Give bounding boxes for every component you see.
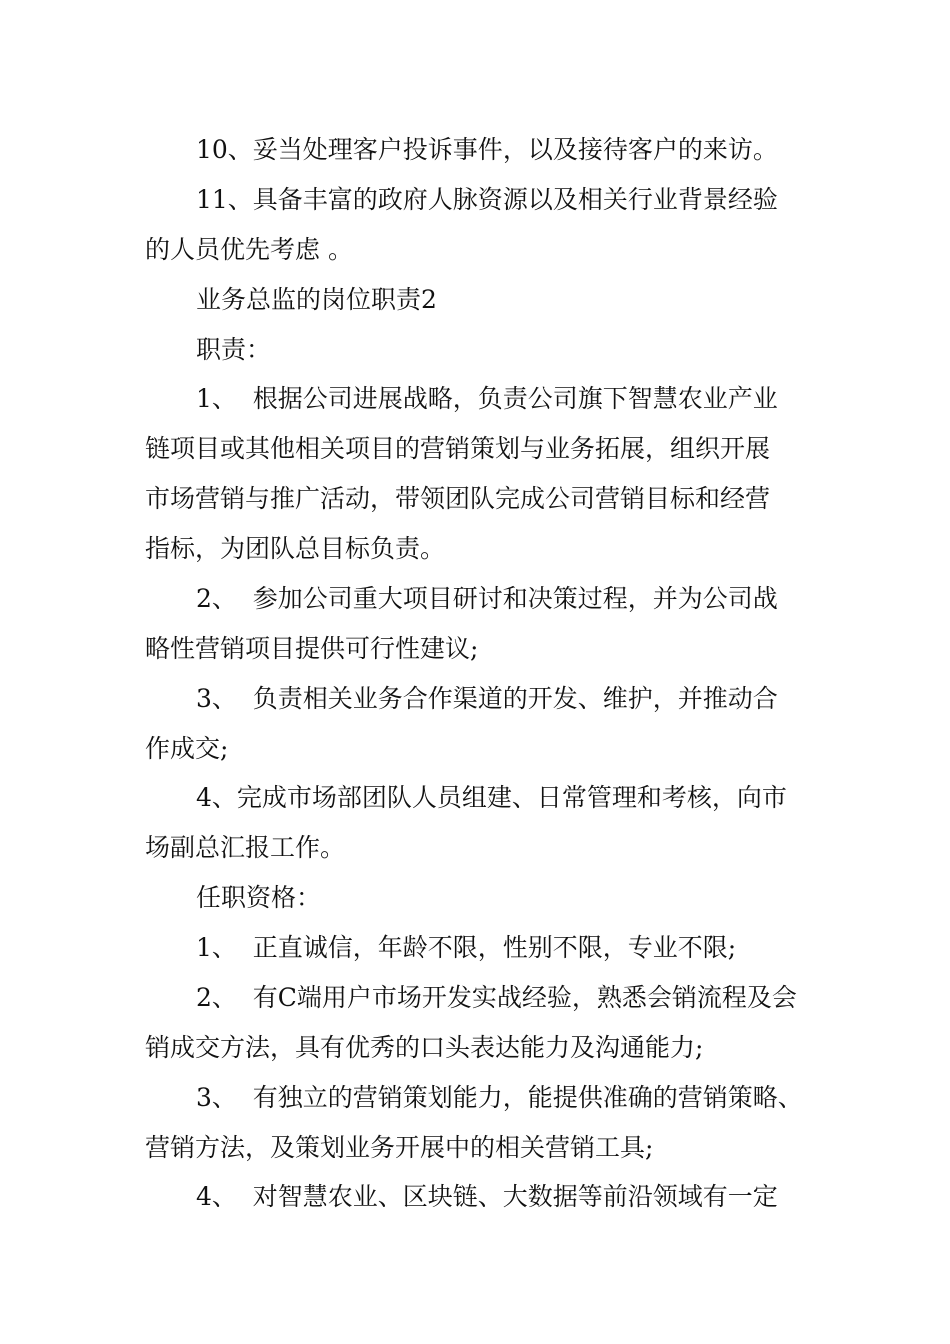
text-line: 指标，为团队总目标负责。 (145, 534, 446, 563)
text-line: 4、 对智慧农业、区块链、大数据等前沿领域有一定 (196, 1182, 778, 1211)
text-line: 场副总汇报工作。 (145, 833, 346, 862)
text-line: 3、 有独立的营销策划能力，能提供准确的营销策略、 (196, 1083, 803, 1112)
text-line: 1、 根据公司进展战略，负责公司旗下智慧农业产业 (196, 384, 778, 413)
text-line: 市场营销与推广活动，带领团队完成公司营销目标和经营 (145, 484, 771, 513)
section-heading: 业务总监的岗位职责2 (196, 285, 437, 314)
text-line: 2、 有C端用户市场开发实战经验，熟悉会销流程及会 (196, 983, 797, 1012)
text-line: 销成交方法，具有优秀的口头表达能力及沟通能力; (145, 1033, 704, 1062)
text-line: 1、 正直诚信，年龄不限，性别不限，专业不限; (196, 933, 737, 962)
text-line: 2、 参加公司重大项目研讨和决策过程，并为公司战 (196, 584, 778, 613)
text-line: 作成交; (145, 734, 229, 763)
text-line: 的人员优先考虑 。 (145, 235, 353, 264)
text-line: 3、 负责相关业务合作渠道的开发、维护，并推动合 (196, 684, 778, 713)
subheading-duties: 职责： (196, 335, 272, 364)
text-line: 链项目或其他相关项目的营销策划与业务拓展，组织开展 (145, 434, 771, 463)
text-line: 营销方法，及策划业务开展中的相关营销工具; (145, 1133, 654, 1162)
text-line: 10、妥当处理客户投诉事件，以及接待客户的来访。 (196, 135, 778, 164)
text-line: 略性营销项目提供可行性建议; (145, 634, 479, 663)
subheading-qualifications: 任职资格： (196, 883, 322, 912)
text-line: 4、完成市场部团队人员组建、日常管理和考核，向市 (196, 783, 787, 812)
text-line: 11、具备丰富的政府人脉资源以及相关行业背景经验 (196, 185, 778, 214)
